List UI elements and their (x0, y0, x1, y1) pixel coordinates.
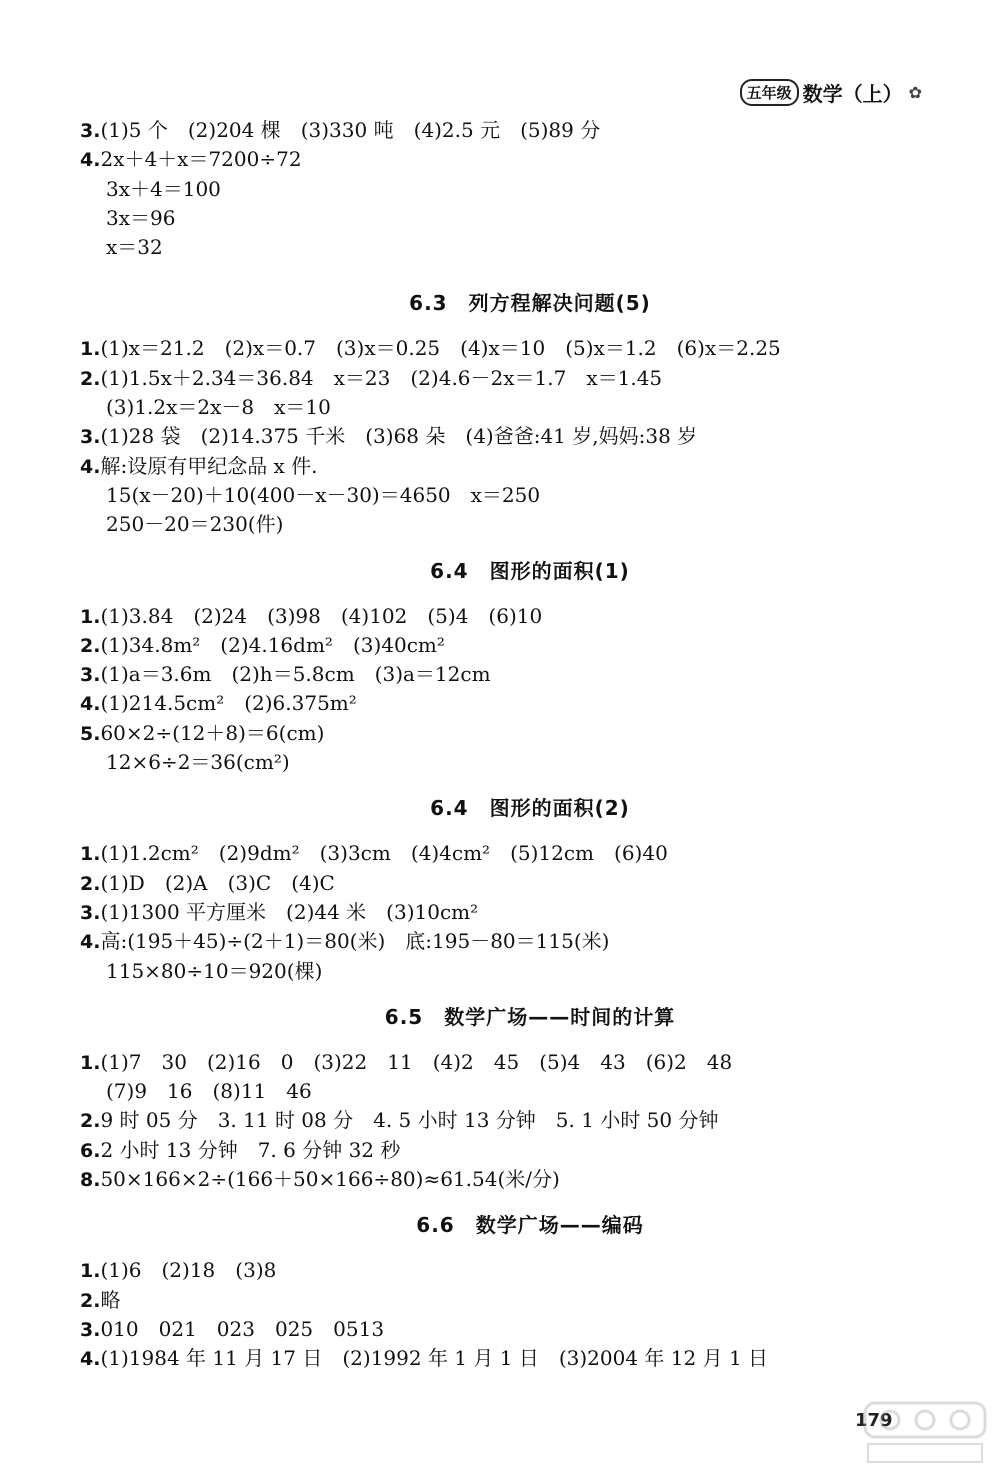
item-text: (1)214.5cm² (2)6.375m² (100, 691, 357, 716)
flower-decoration-icon: ✿ (908, 83, 922, 102)
item-number: 2. (80, 634, 101, 657)
answer-item (80, 422, 940, 451)
answer-item (80, 1165, 940, 1194)
answer-item (80, 1048, 940, 1077)
answer-continuation: 3x＝96 (106, 205, 176, 230)
item-text: (1)34.8m² (2)4.16dm² (3)40cm² (100, 632, 445, 657)
answer-item (80, 869, 940, 898)
item-number: 2. (80, 1289, 101, 1312)
watermark-logo-icon (860, 1398, 990, 1468)
item-text: (1)6 (2)18 (3)8 (100, 1258, 277, 1283)
answer-item (80, 1344, 940, 1373)
item-number: 3. (80, 1318, 101, 1341)
answer-item (80, 660, 940, 689)
item-text: 略 (100, 1287, 121, 1312)
item-number: 2. (80, 872, 101, 895)
item-number: 4. (80, 693, 101, 716)
page-header (740, 78, 922, 107)
answer-continuation: 250－20＝230(件) (106, 512, 284, 537)
item-number: 2. (80, 367, 101, 390)
item-text: 高:(195＋45)÷(2＋1)＝80(米) 底:195－80＝115(米) (100, 929, 610, 954)
item-text: 2x＋4＋x＝7200÷72 (100, 147, 302, 172)
section-title: 6.4 图形的面积(1) (430, 558, 630, 583)
item-number: 3. (80, 901, 101, 924)
answer-item (80, 334, 940, 363)
item-text: (1)5 个 (2)204 棵 (3)330 吨 (4)2.5 元 (5)89 分 (100, 118, 601, 142)
answer-item (80, 116, 940, 145)
item-number: 4. (80, 1348, 101, 1371)
item-text: 60×2÷(12＋8)＝6(cm) (100, 720, 325, 745)
item-number: 1. (80, 605, 101, 628)
answer-item (80, 1136, 940, 1165)
answer-continuation: 115×80÷10＝920(棵) (106, 958, 323, 983)
item-text: 50×166×2÷(166＋50×166÷80)≈61.54(米/分) (100, 1167, 560, 1192)
answer-item (80, 1256, 940, 1285)
item-number: 1. (80, 338, 101, 361)
item-text: 2 小时 13 分钟 7. 6 分钟 32 秒 (100, 1137, 401, 1162)
item-number: 2. (80, 1110, 101, 1133)
item-number: 4. (80, 931, 101, 954)
item-text: (1)x＝21.2 (2)x＝0.7 (3)x＝0.25 (4)x＝10 (5)x＝1.2 (6)x＝2.25 (100, 336, 781, 361)
item-number: 1. (80, 843, 101, 866)
item-text: 010 021 023 025 0513 (100, 1316, 385, 1341)
item-text: (1)1.2cm² (2)9dm² (3)3cm (4)4cm² (5)12cm (6)40 (100, 841, 668, 866)
answer-item (80, 452, 940, 481)
item-text: (1)1.5x＋2.34＝36.84 x＝23 (2)4.6－2x＝1.7 x＝1.45 (100, 365, 663, 390)
item-text: (1)1300 平方厘米 (2)44 米 (3)10cm² (100, 899, 479, 924)
item-number: 1. (80, 1051, 101, 1074)
answer-item (80, 1286, 940, 1315)
answer-continuation: (3)1.2x＝2x－8 x＝10 (106, 395, 331, 420)
answer-content (80, 116, 940, 1374)
section-title: 6.3 列方程解决问题(5) (409, 291, 651, 316)
item-text: (1)28 袋 (2)14.375 千米 (3)68 朵 (4)爸爸:41 岁,妈妈:38 岁 (100, 424, 698, 449)
answer-item (80, 1106, 940, 1135)
section-title: 6.4 图形的面积(2) (430, 796, 630, 821)
answer-continuation: x＝32 (106, 235, 163, 260)
item-text: (1)1984 年 11 月 17 日 (2)1992 年 1 月 1 日 (3)2004 年 12 月 1 日 (100, 1346, 769, 1371)
answer-continuation: 3x＋4＝100 (106, 176, 221, 201)
item-number: 1. (80, 1260, 101, 1283)
item-text: 9 时 05 分 3. 11 时 08 分 4. 5 小时 13 分钟 5. 1 小时 50 分钟 (100, 1108, 719, 1133)
item-text: (1)3.84 (2)24 (3)98 (4)102 (5)4 (6)10 (100, 603, 543, 628)
answer-item (80, 898, 940, 927)
answer-item (80, 719, 940, 748)
answer-item (80, 839, 940, 868)
item-text: (1)7 30 (2)16 0 (3)22 11 (4)2 45 (5)4 43 (6)2 48 (100, 1049, 733, 1074)
answer-continuation: 15(x－20)＋10(400－x－30)＝4650 x＝250 (106, 482, 541, 507)
answer-item (80, 927, 940, 956)
answer-item (80, 145, 940, 174)
item-text: (1)a＝3.6m (2)h＝5.8cm (3)a＝12cm (100, 662, 491, 687)
item-number: 3. (80, 120, 101, 142)
answer-continuation: (7)9 16 (8)11 46 (106, 1079, 312, 1104)
item-number: 3. (80, 426, 101, 449)
answer-item (80, 602, 940, 631)
item-number: 6. (80, 1139, 101, 1162)
item-number: 5. (80, 722, 101, 745)
answer-continuation: 12×6÷2＝36(cm²) (106, 750, 290, 775)
section-title: 6.6 数学广场——编码 (416, 1213, 644, 1238)
item-number: 8. (80, 1169, 101, 1192)
answer-item (80, 1315, 940, 1344)
page-number: 179 (855, 1410, 893, 1431)
subject-title: 数学（上） (802, 82, 903, 106)
item-number: 3. (80, 664, 101, 687)
answer-item (80, 364, 940, 393)
item-number: 4. (80, 455, 101, 478)
grade-badge: 五年级 (740, 79, 799, 106)
item-text: (1)D (2)A (3)C (4)C (100, 870, 335, 895)
section-title: 6.5 数学广场——时间的计算 (384, 1004, 676, 1029)
item-number: 4. (80, 149, 101, 172)
answer-item (80, 689, 940, 718)
item-text: 解:设原有甲纪念品 x 件. (100, 453, 318, 478)
answer-item (80, 631, 940, 660)
